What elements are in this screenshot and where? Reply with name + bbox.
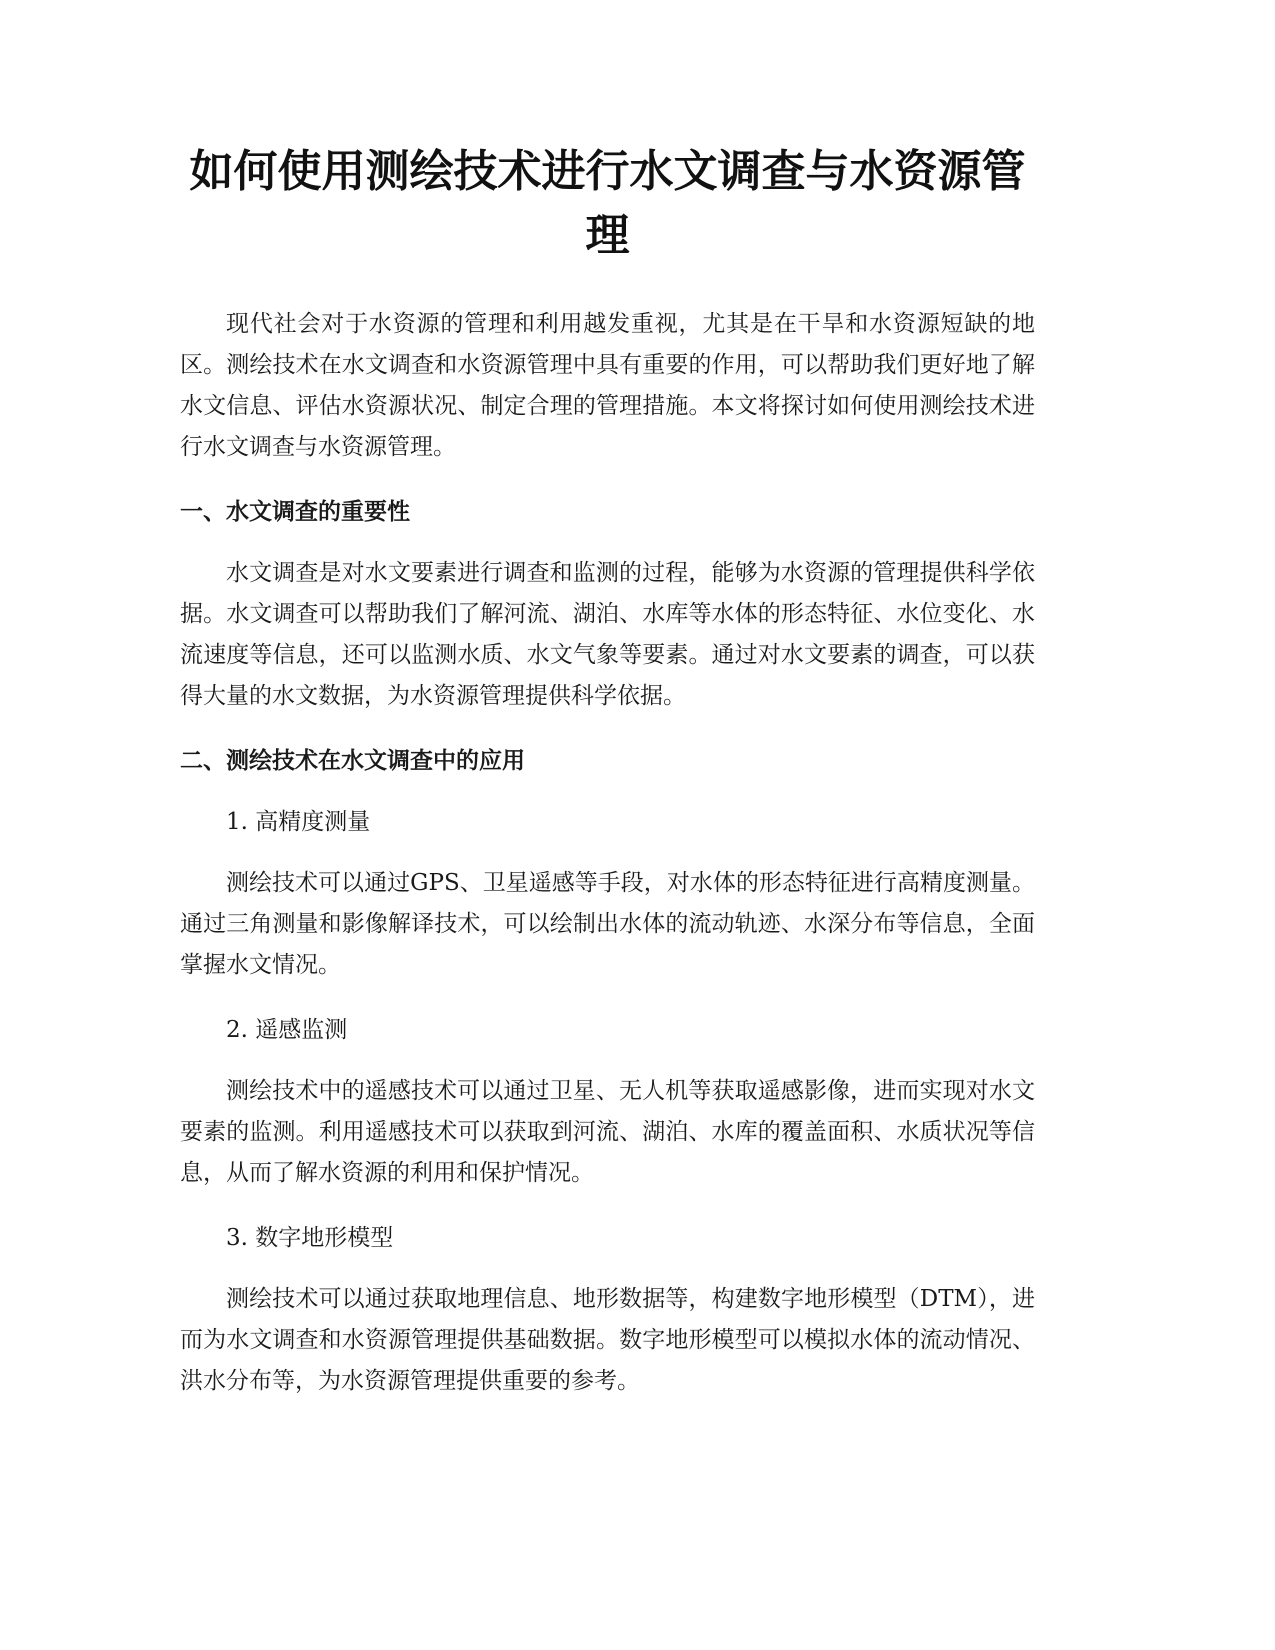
document-title: 如何使用测绘技术进行水文调查与水资源管理	[189, 146, 1026, 261]
subsection-2-title: 2. 遥感监测	[226, 1017, 348, 1043]
document-page	[180, 140, 1035, 1426]
section-1-heading: 一、水文调查的重要性	[180, 499, 410, 525]
section-1-paragraph: 水文调查是对水文要素进行调查和监测的过程，能够为水资源的管理提供科学依据。水文调查可以帮助我们了解河流、湖泊、水库等水体的形态特征、水位变化、水流速度等信息，还可以监测水质、水文气象等要素。通过对水文要素的调查，可以获得大量的水文数据，为水资源管理提供科学依据。	[180, 560, 1035, 709]
subsection-1-title: 1. 高精度测量	[226, 809, 371, 835]
subsection-1-paragraph: 测绘技术可以通过GPS、卫星遥感等手段，对水体的形态特征进行高精度测量。通过三角测量和影像解译技术，可以绘制出水体的流动轨迹、水深分布等信息，全面掌握水文情况。	[180, 870, 1035, 978]
subsection-3-title: 3. 数字地形模型	[226, 1225, 394, 1251]
subsection-3-paragraph: 测绘技术可以通过获取地理信息、地形数据等，构建数字地形模型（DTM），进而为水文调查和水资源管理提供基础数据。数字地形模型可以模拟水体的流动情况、洪水分布等，为水资源管理提供重要的参考。	[180, 1286, 1035, 1394]
section-2-heading: 二、测绘技术在水文调查中的应用	[180, 748, 525, 774]
intro-paragraph: 现代社会对于水资源的管理和利用越发重视，尤其是在干旱和水资源短缺的地区。测绘技术在水文调查和水资源管理中具有重要的作用，可以帮助我们更好地了解水文信息、评估水资源状况、制定合理的管理措施。本文将探讨如何使用测绘技术进行水文调查与水资源管理。	[180, 311, 1035, 460]
subsection-2-paragraph: 测绘技术中的遥感技术可以通过卫星、无人机等获取遥感影像，进而实现对水文要素的监测。利用遥感技术可以获取到河流、湖泊、水库的覆盖面积、水质状况等信息，从而了解水资源的利用和保护情况。	[180, 1078, 1035, 1186]
